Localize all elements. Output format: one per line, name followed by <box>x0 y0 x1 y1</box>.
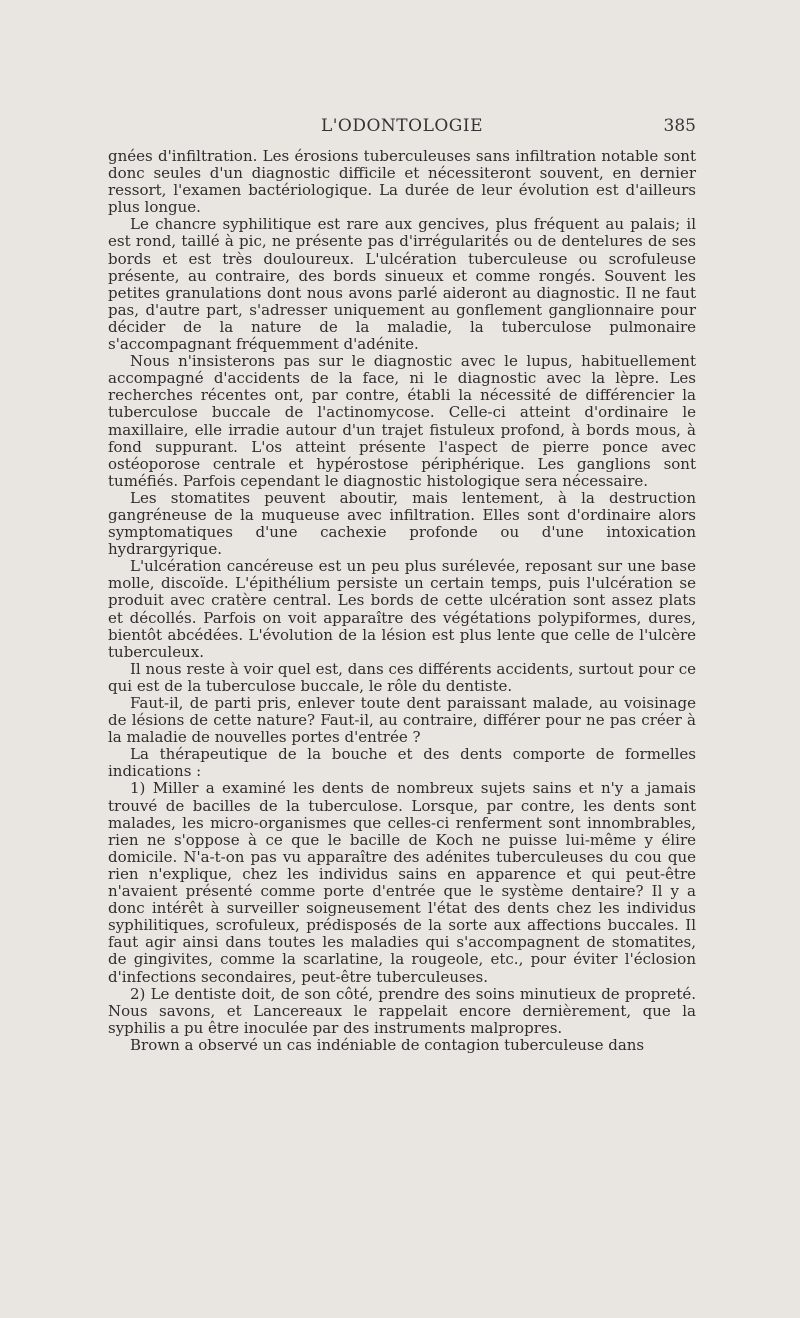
paragraph-9: 1) Miller a examiné les dents de nombreux sujets sains et n'y a jamais trouvé de bacilles de la tuberculose. Lorsque, par contre, les dents sont malades, les micro-organismes que celles-ci renferment sont innombrables, rien ne s'oppose à ce que le bacille de Koch ne puisse lui-même y élire domicile. N'a-t-on pas vu apparaître des adénites tuberculeuses du cou que rien n'explique, chez les individus sains en apparence et qui peut-être n'avaient présenté comme porte d'entrée que le système dentaire? Il y a donc intérêt à surveiller soigneusement l'état des dents chez les individus syphilitiques, scrofuleux, prédisposés de la sorte aux affections buccales. Il faut agir ainsi dans toutes les maladies qui s'accompagnent de stomatites, de gingivites, comme la scarlatine, la rougeole, etc., pour éviter l'éclosion d'infections secondaires, peut-être tuberculeuses. <box>108 779 696 986</box>
body-text <box>108 148 696 1054</box>
paragraph-7: Faut-il, de parti pris, enlever toute dent paraissant malade, au voisinage de lésions de cette nature? Faut-il, au contraire, différer pour ne pas créer à la maladie de nouvelles portes d'entrée ? <box>108 694 696 747</box>
paragraph-1: gnées d'infiltration. Les érosions tuberculeuses sans infiltration notable sont donc seules d'un diagnostic difficile et nécessiteront souvent, en dernier ressort, l'examen bactériologique. La durée de leur évolution est d'ailleurs plus longue. <box>108 147 696 217</box>
running-title: L'ODONTOLOGIE <box>320 116 484 136</box>
paragraph-2: Le chancre syphilitique est rare aux gencives, plus fréquent au palais; il est rond, taillé à pic, ne présente pas d'irrégularités ou de dentelures de ses bords et est très douloureux. L'ulcération tuberculeuse ou scrofuleuse présente, au contraire, des bords sinueux et comme rongés. Souvent les petites granulations dont nous avons parlé aideront au diagnostic. Il ne faut pas, d'autre part, s'adresser uniquement au gonflement ganglionnaire pour décider de la nature de la maladie, la tuberculose pulmonaire s'accompagnant fréquemment d'adénite. <box>108 215 696 354</box>
paragraph-8: La thérapeutique de la bouche et des dents comporte de formelles indications : <box>108 745 696 781</box>
paragraph-11: Brown a observé un cas indéniable de contagion tuberculeuse dans <box>130 1035 645 1054</box>
paragraph-6: Il nous reste à voir quel est, dans ces différents accidents, surtout pour ce qui est de la tuberculose buccale, le rôle du dentiste. <box>108 659 696 695</box>
paragraph-3: Nous n'insisterons pas sur le diagnostic avec le lupus, habituellement accompagné d'accidents de la face, ni le diagnostic avec la lèpre. Les recherches récentes ont, par contre, établi la nécessité de différencier la tuberculose buccale de l'actinomycose. Celle-ci atteint d'ordinaire le maxillaire, elle irradie autour d'un trajet fistuleux profond, à bords mous, à fond suppurant. L'os atteint présente l'aspect de pierre ponce avec ostéoporose centrale et hypérostose périphérique. Les ganglions sont tuméfiés. Parfois cependant le diagnostic histologique sera nécessaire. <box>108 352 696 490</box>
running-head <box>108 116 696 142</box>
paragraph-5: L'ulcération cancéreuse est un peu plus surélevée, reposant sur une base molle, discoïde. L'épithélium persiste un certain temps, puis l'ulcération se produit avec cratère central. Les bords de cette ulcération sont assez plats et décollés. Parfois on voit apparaître des végétations polypiformes, dures, bientôt abcédées. L'évolution de la lésion est plus lente que celle de l'ulcère tuberculeux. <box>108 557 696 661</box>
paragraph-4: Les stomatites peuvent aboutir, mais lentement, à la destruction gangréneuse de la muqueuse avec infiltration. Elles sont d'ordinaire alors symptomatiques d'une cachexie profonde ou d'une intoxication hydrargyrique. <box>108 488 696 559</box>
page-number: 385 <box>663 116 696 136</box>
paragraph-10: 2) Le dentiste doit, de son côté, prendre des soins minutieux de propreté. Nous savons, et Lancereaux le rappelait encore dernièrement, que la syphilis a pu être inoculée par des instruments malpropres. <box>108 984 696 1037</box>
